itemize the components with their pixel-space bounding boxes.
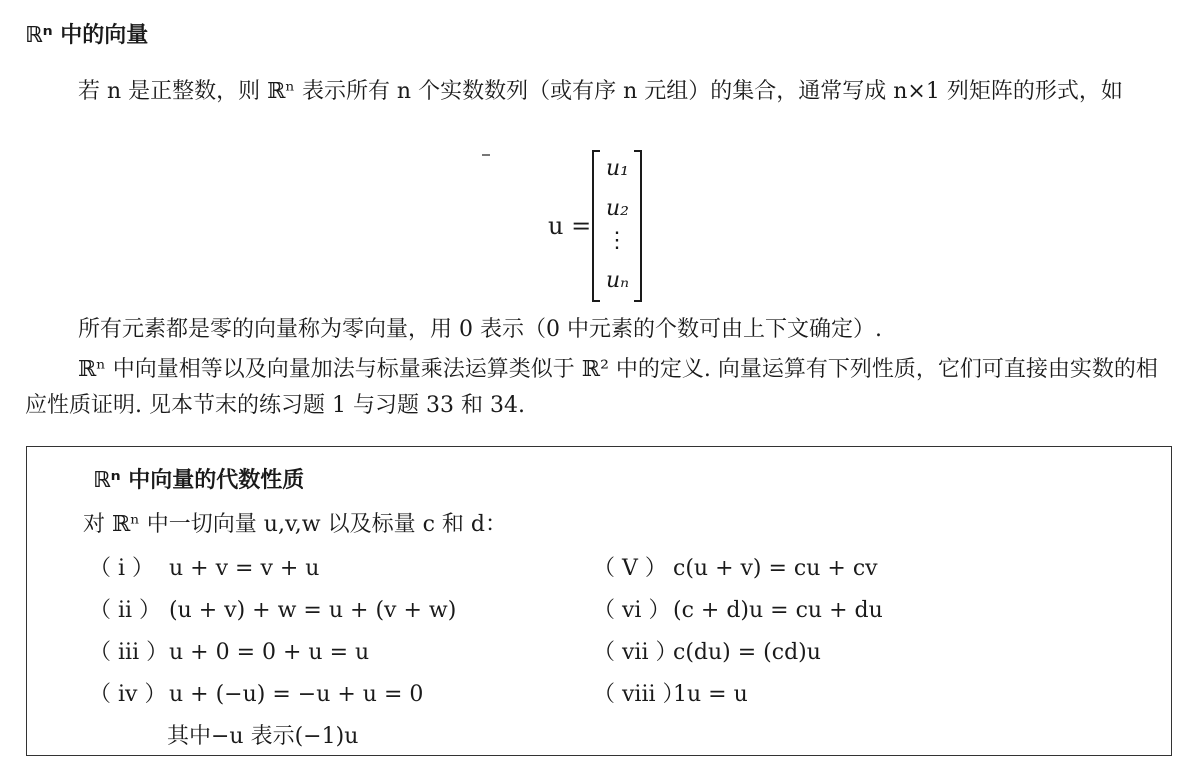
vector-entry-2: u₂ bbox=[606, 196, 629, 221]
property-vi: （ vi ） (c + d)u = cu + du bbox=[593, 598, 883, 623]
property-v: （ V ） c(u + v) = cu + cv bbox=[593, 556, 878, 581]
vector-entry-n: uₙ bbox=[606, 268, 630, 293]
property-viii: （ viii ）1u = u bbox=[593, 682, 748, 707]
equation-lhs: u = bbox=[548, 212, 592, 240]
property-i: （ i ） u + v = v + u bbox=[89, 556, 320, 581]
paragraph-definition: 若 n 是正整数，则 ℝⁿ 表示所有 n 个实数数列（或有序 n 元组）的集合，通常写成 n×1 列矩阵的形式，如 bbox=[78, 79, 1123, 104]
vector-entry-1: u₁ bbox=[606, 156, 629, 181]
column-vector-equation bbox=[548, 150, 658, 310]
property-ii: （ ii ） (u + v) + w = u + (v + w) bbox=[89, 598, 457, 623]
section-heading: ℝⁿ 中的向量 bbox=[25, 23, 149, 48]
paragraph-operations: ℝⁿ 中向量相等以及向量加法与标量乘法运算类似于 ℝ² 中的定义. 向量运算有下列性质，它们可直接由实数的相应性质证明. 见本节末的练习题 1 与习题 33 和 34. bbox=[25, 357, 1158, 418]
vector-entry-dots: ⋮ bbox=[606, 228, 628, 253]
paragraph-zero-vector: 所有元素都是零的向量称为零向量，用 0 表示（0 中元素的个数可由上下文确定）. bbox=[78, 317, 882, 342]
box-title: ℝⁿ 中向量的代数性质 bbox=[93, 468, 305, 493]
property-iii: （ iii ）u + 0 = 0 + u = u bbox=[89, 640, 370, 665]
box-intro: 对 ℝⁿ 中一切向量 u,v,w 以及标量 c 和 d： bbox=[83, 512, 507, 537]
properties-box bbox=[26, 446, 1172, 756]
property-vii: （ vii ）c(du) = (cd)u bbox=[593, 640, 821, 665]
matrix-bracket bbox=[592, 150, 642, 302]
negation-note: 其中−u 表示(−1)u bbox=[167, 724, 359, 749]
stray-mark bbox=[482, 154, 490, 156]
property-iv: （ iv ） u + (−u) = −u + u = 0 bbox=[89, 682, 424, 707]
